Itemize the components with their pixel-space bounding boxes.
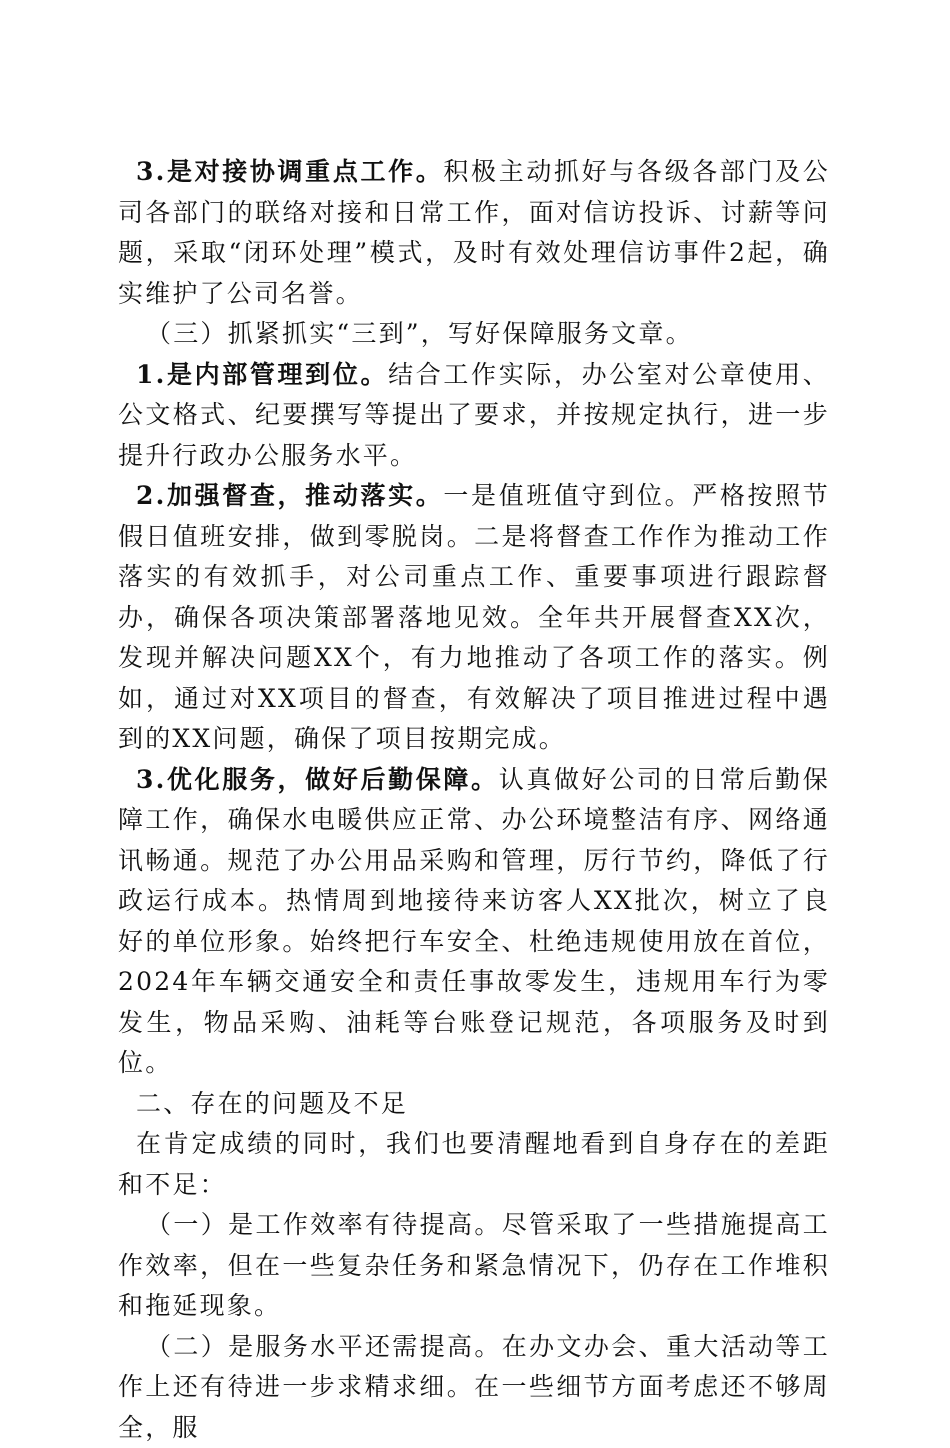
paragraph-logistics xyxy=(118,760,830,1084)
section-heading-three xyxy=(118,314,830,355)
paragraph-text: （二）是服务水平还需提高。在办文办会、重大活动等工作上还有待进一步求精求细。在一些细节方面考虑还不够周全，服 xyxy=(118,1332,830,1442)
paragraph-problem-service xyxy=(118,1327,830,1448)
section-heading-problems xyxy=(118,1084,830,1125)
paragraph-lead: 1.是内部管理到位。 xyxy=(136,360,388,389)
paragraph-lead: 2.加强督查，推动落实。 xyxy=(136,481,443,510)
heading-text: （三）抓紧抓实“三到”，写好保障服务文章。 xyxy=(146,319,693,348)
paragraph-text: 积极主动抓好与各级各部门及公司各部门的联络对接和日常工作，面对信访投诉、讨薪等问题，采取“闭环处理”模式，及时有效处理信访事件2起，确实维护了公司名誉。 xyxy=(118,157,830,308)
paragraph-text: 一是值班值守到位。严格按照节假日值班安排，做到零脱岗。二是将督查工作作为推动工作落实的有效抓手，对公司重点工作、重要事项进行跟踪督办，确保各项决策部署落地见效。全年共开展督查XX次，发现并解决问题XX个，有力地推动了各项工作的落实。例如，通过对XX项目的督查，有效解决了项目推进过程中遇到的XX问题，确保了项目按期完成。 xyxy=(118,481,830,753)
paragraph-supervision xyxy=(118,476,830,760)
paragraph-text: （一）是工作效率有待提高。尽管采取了一些措施提高工作效率，但在一些复杂任务和紧急情况下，仍存在工作堆积和拖延现象。 xyxy=(118,1210,830,1320)
paragraph-text: 在肯定成绩的同时，我们也要清醒地看到自身存在的差距和不足： xyxy=(118,1129,830,1199)
document-body xyxy=(118,152,830,1448)
paragraph-intro-problems xyxy=(118,1124,830,1205)
paragraph-internal-management xyxy=(118,355,830,477)
paragraph-text: 结合工作实际，办公室对公章使用、公文格式、纪要撰写等提出了要求，并按规定执行，进一步提升行政办公服务水平。 xyxy=(118,360,830,470)
heading-text: 二、存在的问题及不足 xyxy=(136,1089,408,1118)
paragraph-coordination xyxy=(118,152,830,314)
paragraph-text: 认真做好公司的日常后勤保障工作，确保水电暖供应正常、办公环境整洁有序、网络通讯畅通。规范了办公用品采购和管理，厉行节约，降低了行政运行成本。热情周到地接待来访客人XX批次，树立了良好的单位形象。始终把行车安全、杜绝违规使用放在首位，2024年车辆交通安全和责任事故零发生，违规用车行为零发生，物品采购、油耗等台账登记规范，各项服务及时到位。 xyxy=(118,765,830,1078)
paragraph-problem-efficiency xyxy=(118,1205,830,1327)
paragraph-lead: 3.是对接协调重点工作。 xyxy=(136,157,443,186)
paragraph-lead: 3.优化服务，做好后勤保障。 xyxy=(136,765,499,794)
